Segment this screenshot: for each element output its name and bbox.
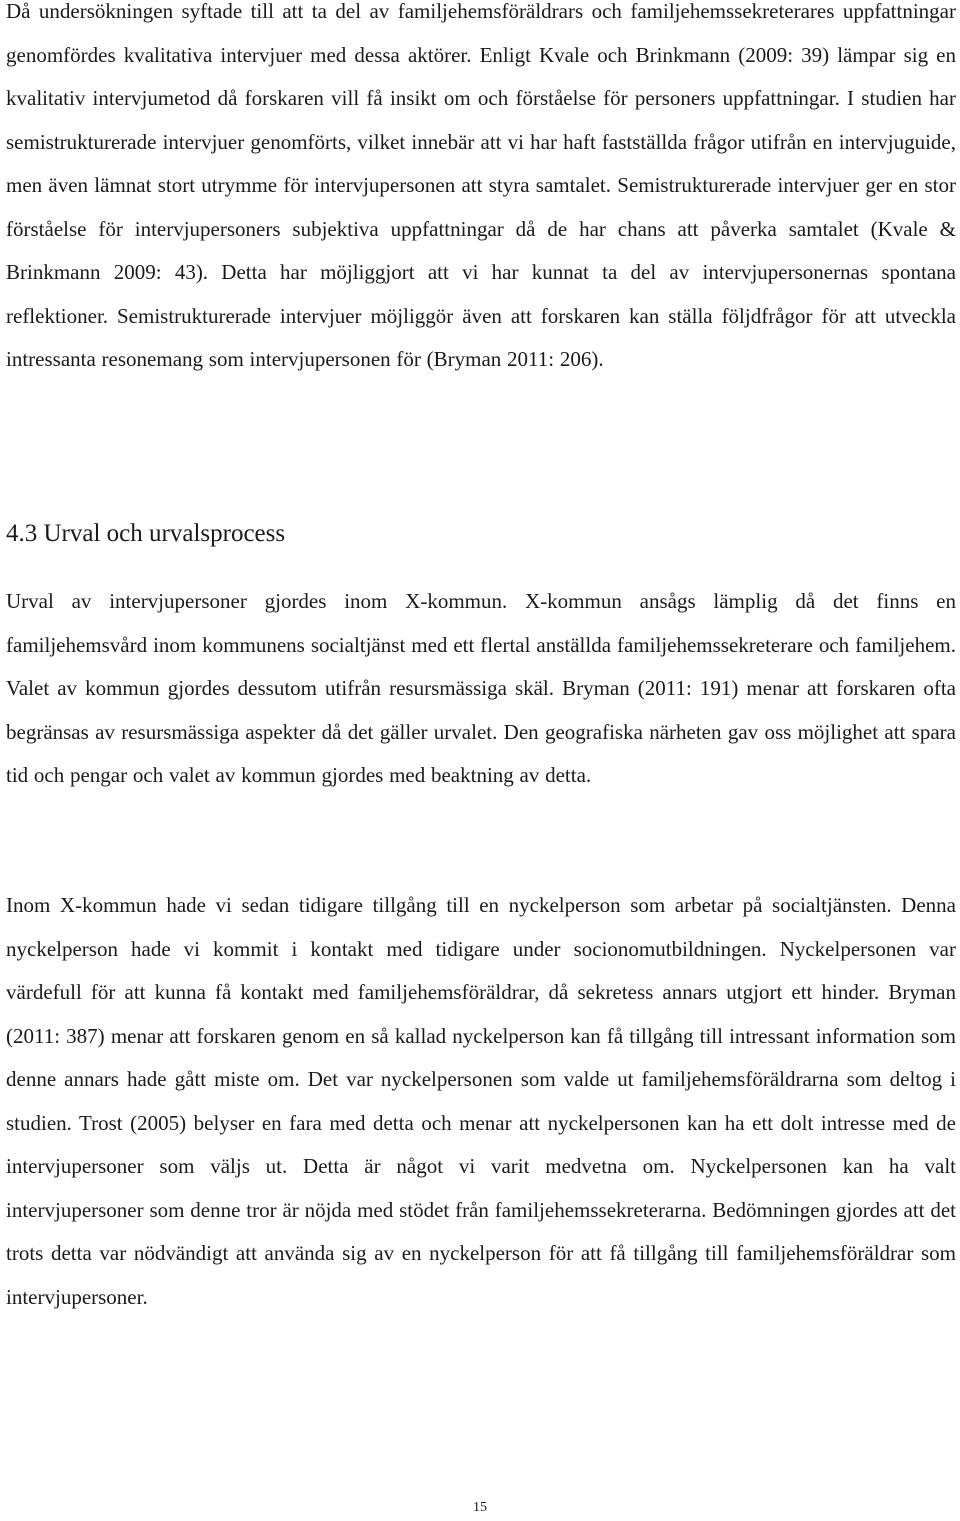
paragraph-interview-method: Då undersökningen syftade till att ta del av familjehemsföräldrars och familjehemssekreterares uppfattningar genomfördes kvalitativa intervjuer med dessa aktörer. Enligt Kvale och Brinkmann (2009: 39) lämpar sig en kvalitativ intervjumetod då forskaren vill få insikt om och förståelse för personers uppfattningar. I studien har semistrukturerade intervjuer genomförts, vilket innebär att vi har haft fastställda frågor utifrån en intervjuguide, men även lämnat stort utrymme för intervjupersonen att styra samtalet. Semistrukturerade intervjuer ger en stor förståelse för intervjupersoners subjektiva uppfattningar då de har chans att påverka samtalet (Kvale & Brinkmann 2009: 43). Detta har möjliggjort att vi har kunnat ta del av intervjupersonernas spontana reflektioner. Semistrukturerade intervjuer möjliggör även att forskaren kan ställa följdfrågor för att utveckla intressanta resonemang som intervjupersonen för (Bryman 2011: 206). [6,0,956,371]
page-number: 15 [473,1500,487,1515]
section-heading: 4.3 Urval och urvalsprocess [6,520,286,547]
paragraph-selection: Urval av intervjupersoner gjordes inom X-kommun. X-kommun ansågs lämplig då det finns en familjehemsvård inom kommunens socialtjänst med ett flertal anställda familjehemssekreterare och familjehem. Valet av kommun gjordes dessutom utifrån resursmässiga skäl. Bryman (2011: 191) menar att forskaren ofta begränsas av resursmässiga aspekter då det gäller urvalet. Den geografiska närheten gav oss möjlighet att spara tid och pengar och valet av kommun gjordes med beaktning av detta. [6,589,956,787]
paragraph-key-person: Inom X-kommun hade vi sedan tidigare tillgång till en nyckelperson som arbetar på socialtjänsten. Denna nyckelperson hade vi kommit i kontakt med tidigare under socionomutbildningen. Nyckelpersonen var värdefull för att kunna få kontakt med familjehemsföräldrar, då sekretess annars utgjort ett hinder. Bryman (2011: 387) menar att forskaren genom en så kallad nyckelperson kan få tillgång till intressant information som denne annars hade gått miste om. Det var nyckelpersonen som valde ut familjehemsföräldrarna som deltog i studien. Trost (2005) belyser en fara med detta och menar att nyckelpersonen kan ha ett dolt intresse med de intervjupersoner som väljs ut. Detta är något vi varit medvetna om. Nyckelpersonen kan ha valt intervjupersoner som denne tror är nöjda med stödet från familjehemssekreterarna. Bedömningen gjordes att det trots detta var nödvändigt att använda sig av en nyckelperson för att få tillgång till familjehemsföräldrar som intervjupersoner. [6,893,956,1309]
document-page [6,0,956,1309]
